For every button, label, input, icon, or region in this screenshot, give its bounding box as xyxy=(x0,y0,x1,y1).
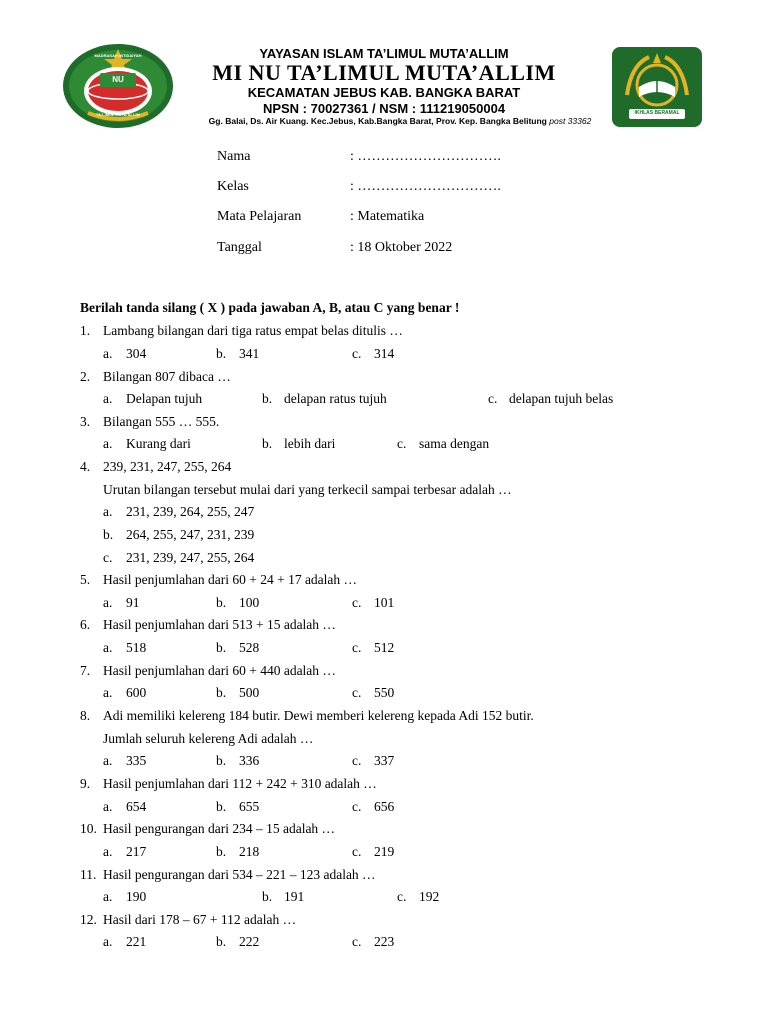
field-label-mapel: Mata Pelajaran xyxy=(217,209,302,224)
option-text[interactable]: 223 xyxy=(374,934,395,949)
option-text[interactable]: 101 xyxy=(374,595,395,610)
option-text[interactable]: 264, 255, 247, 231, 239 xyxy=(126,527,255,542)
option-label[interactable]: a. xyxy=(103,685,113,700)
option-label[interactable]: b. xyxy=(103,527,114,542)
option-label[interactable]: c. xyxy=(397,889,407,904)
option-text[interactable]: 221 xyxy=(126,934,147,949)
school-name: MI NU TA’LIMUL MUTA’ALLIM xyxy=(212,60,556,85)
option-label[interactable]: a. xyxy=(103,346,113,361)
option-text[interactable]: 190 xyxy=(126,889,147,904)
question-number: 1. xyxy=(80,323,91,338)
option-text[interactable]: 335 xyxy=(126,753,147,768)
question-text: 239, 231, 247, 255, 264 xyxy=(103,459,232,474)
question-text-line2: Jumlah seluruh kelereng Adi adalah … xyxy=(103,731,314,746)
option-text[interactable]: 518 xyxy=(126,640,147,655)
option-text[interactable]: 191 xyxy=(284,889,305,904)
logo-left-bottom-text: TA'LIMUL MUTA'ALLIM xyxy=(96,112,140,117)
option-text[interactable]: 304 xyxy=(126,346,147,361)
option-label[interactable]: c. xyxy=(352,799,362,814)
school-address xyxy=(170,116,630,126)
option-text[interactable]: 528 xyxy=(239,640,260,655)
option-text[interactable]: 600 xyxy=(126,685,147,700)
option-label[interactable]: b. xyxy=(216,346,227,361)
school-ids: NPSN : 70027361 / NSM : 111219050004 xyxy=(262,101,506,116)
address-text: Gg. Balai, Ds. Air Kuang. Kec.Jebus, Kab.Bangka Barat, Prov. Kep. Bangka Belitung xyxy=(208,116,547,126)
district-name: KECAMATAN JEBUS KAB. BANGKA BARAT xyxy=(247,85,521,100)
question-number: 6. xyxy=(80,617,91,632)
option-text[interactable]: 314 xyxy=(374,346,395,361)
option-label[interactable]: c. xyxy=(352,595,362,610)
field-value-kelas[interactable]: : …………………………. xyxy=(350,179,501,194)
option-text[interactable]: 218 xyxy=(239,844,260,859)
option-text[interactable]: 91 xyxy=(126,595,140,610)
option-text[interactable]: sama dengan xyxy=(419,436,490,451)
option-label[interactable]: a. xyxy=(103,889,113,904)
field-value-mapel: : Matematika xyxy=(350,209,425,224)
field-value-tanggal: : 18 Oktober 2022 xyxy=(350,240,453,255)
option-label[interactable]: a. xyxy=(103,391,113,406)
option-text[interactable]: 222 xyxy=(239,934,260,949)
option-label[interactable]: a. xyxy=(103,844,113,859)
question-text: Hasil penjumlahan dari 112 + 242 + 310 adalah … xyxy=(103,776,377,791)
option-text[interactable]: 512 xyxy=(374,640,395,655)
option-label[interactable]: c. xyxy=(352,685,362,700)
question-text: Hasil penjumlahan dari 60 + 24 + 17 adalah … xyxy=(103,572,358,587)
question-text: Hasil pengurangan dari 234 – 15 adalah … xyxy=(103,821,336,836)
option-text[interactable]: delapan ratus tujuh xyxy=(284,391,387,406)
question-text: Adi memiliki kelereng 184 butir. Dewi memberi kelereng kepada Adi 152 butir. xyxy=(103,708,534,723)
option-label[interactable]: c. xyxy=(352,753,362,768)
option-text[interactable]: 336 xyxy=(239,753,260,768)
question-text: Hasil dari 178 – 67 + 112 adalah … xyxy=(103,912,297,927)
field-label-kelas: Kelas xyxy=(217,179,249,194)
logo-left-badge: NU xyxy=(112,75,124,84)
option-text[interactable]: 656 xyxy=(374,799,395,814)
question-text: Hasil penjumlahan dari 60 + 440 adalah … xyxy=(103,663,336,678)
option-label[interactable]: b. xyxy=(216,753,227,768)
question-number: 8. xyxy=(80,708,91,723)
option-label[interactable]: a. xyxy=(103,934,113,949)
field-label-nama: Nama xyxy=(217,149,251,164)
option-label[interactable]: b. xyxy=(216,685,227,700)
question-number: 5. xyxy=(80,572,91,587)
question-text: Bilangan 555 … 555. xyxy=(103,414,220,429)
option-label[interactable]: c. xyxy=(397,436,407,451)
question-text: Bilangan 807 dibaca … xyxy=(103,369,231,384)
option-label[interactable]: a. xyxy=(103,640,113,655)
question-number: 3. xyxy=(80,414,91,429)
option-label[interactable]: a. xyxy=(103,436,113,451)
option-label[interactable]: b. xyxy=(262,889,273,904)
option-text[interactable]: 500 xyxy=(239,685,260,700)
option-text[interactable]: 231, 239, 264, 255, 247 xyxy=(126,504,255,519)
option-text[interactable]: delapan tujuh belas xyxy=(509,391,614,406)
option-label[interactable]: a. xyxy=(103,595,113,610)
option-label[interactable]: b. xyxy=(216,934,227,949)
option-label[interactable]: b. xyxy=(262,436,273,451)
option-text[interactable]: 219 xyxy=(374,844,395,859)
option-label[interactable]: c. xyxy=(103,550,113,565)
option-label[interactable]: b. xyxy=(216,595,227,610)
option-label[interactable]: a. xyxy=(103,504,113,519)
question-text: Hasil penjumlahan dari 513 + 15 adalah … xyxy=(103,617,336,632)
question-number: 9. xyxy=(80,776,91,791)
option-text[interactable]: Delapan tujuh xyxy=(126,391,203,406)
field-label-tanggal: Tanggal xyxy=(217,240,262,255)
option-text[interactable]: lebih dari xyxy=(284,436,336,451)
option-label[interactable]: c. xyxy=(352,640,362,655)
option-text[interactable]: 217 xyxy=(126,844,147,859)
logo-right-ribbon-text: IKHLAS BERAMAL xyxy=(634,110,680,116)
question-number: 12. xyxy=(80,912,97,927)
option-label[interactable]: b. xyxy=(216,640,227,655)
address-post: post 33362 xyxy=(549,116,592,126)
option-label[interactable]: c. xyxy=(488,391,498,406)
option-label[interactable]: b. xyxy=(216,799,227,814)
option-text[interactable]: 341 xyxy=(239,346,260,361)
option-label[interactable]: c. xyxy=(352,934,362,949)
question-number: 10. xyxy=(80,821,97,836)
option-text[interactable]: 337 xyxy=(374,753,395,768)
question-text-line2: Urutan bilangan tersebut mulai dari yang terkecil sampai terbesar adalah … xyxy=(103,482,512,497)
question-number: 7. xyxy=(80,663,91,678)
question-number: 2. xyxy=(80,369,91,384)
option-text[interactable]: 192 xyxy=(419,889,440,904)
question-text: Lambang bilangan dari tiga ratus empat belas ditulis … xyxy=(103,323,403,338)
option-text[interactable]: Kurang dari xyxy=(126,436,191,451)
option-text[interactable]: 100 xyxy=(239,595,260,610)
question-number: 11. xyxy=(80,867,97,882)
field-value-nama[interactable]: : …………………………. xyxy=(350,149,501,164)
foundation-name: YAYASAN ISLAM TA’LIMUL MUTA’ALLIM xyxy=(259,46,509,61)
question-text: Hasil pengurangan dari 534 – 221 – 123 adalah … xyxy=(103,867,376,882)
option-label[interactable]: a. xyxy=(103,753,113,768)
option-text[interactable]: 231, 239, 247, 255, 264 xyxy=(126,550,255,565)
option-text[interactable]: 655 xyxy=(239,799,260,814)
option-label[interactable]: c. xyxy=(352,346,362,361)
question-number: 4. xyxy=(80,459,91,474)
option-label[interactable]: a. xyxy=(103,799,113,814)
option-label[interactable]: b. xyxy=(216,844,227,859)
logo-left-top-text: MADRASAH IBTIDAIYAH xyxy=(94,53,142,58)
instruction: Berilah tanda silang ( X ) pada jawaban A, B, atau C yang benar ! xyxy=(80,300,460,315)
option-label[interactable]: c. xyxy=(352,844,362,859)
option-text[interactable]: 654 xyxy=(126,799,147,814)
option-label[interactable]: b. xyxy=(262,391,273,406)
option-text[interactable]: 550 xyxy=(374,685,395,700)
